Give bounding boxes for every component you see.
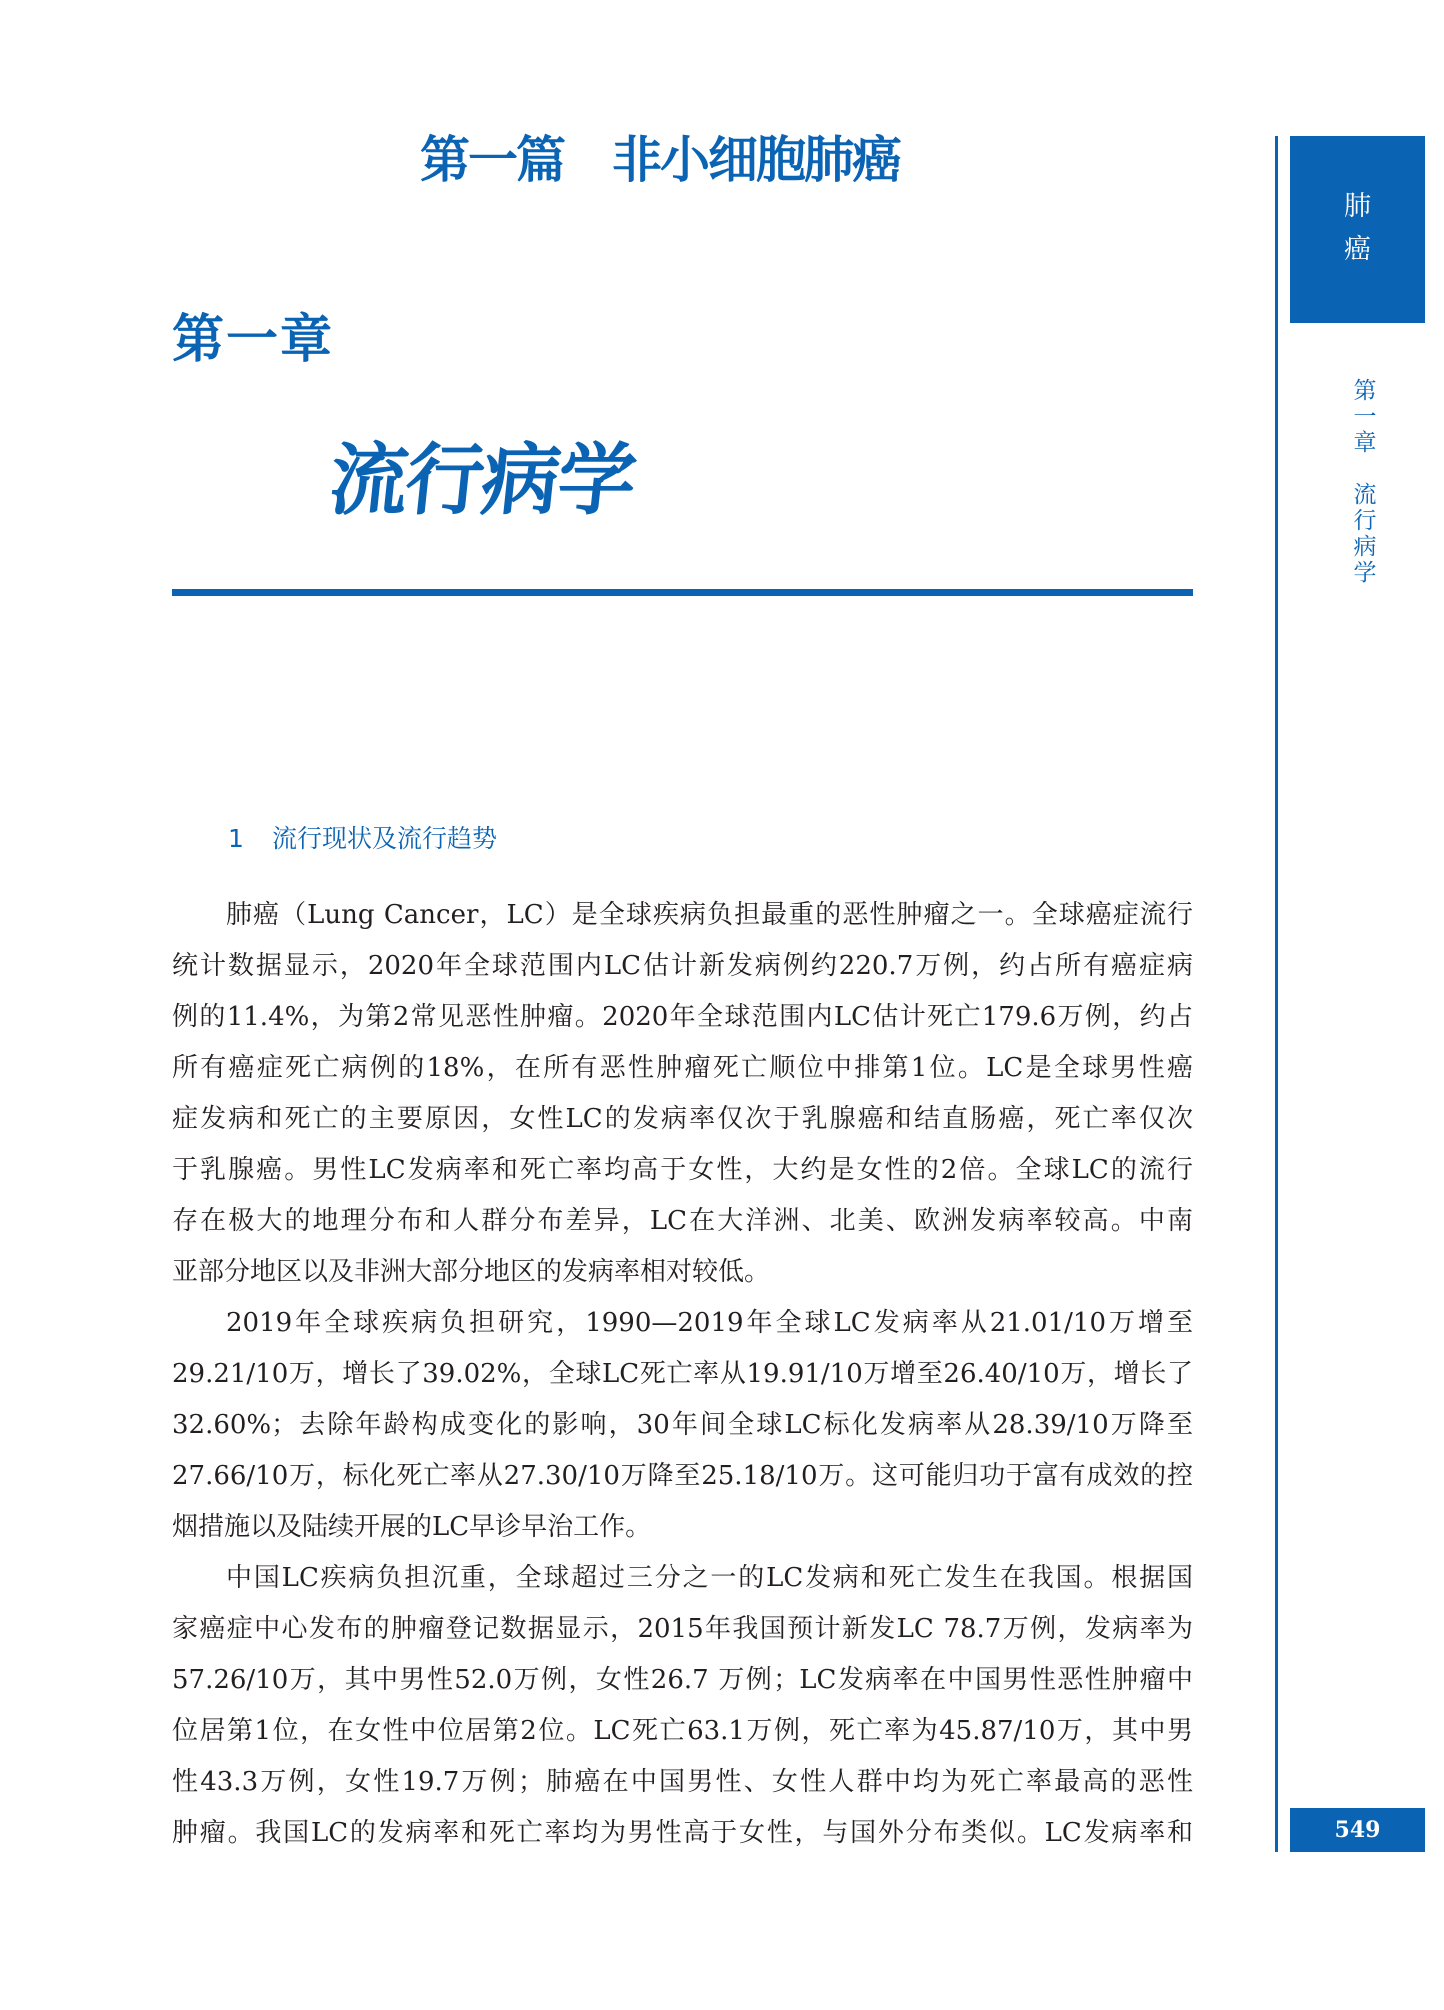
text-line: 位居第1位，在女性中位居第2位。LC死亡63.1万例，死亡率为45.87/10万，其中男 xyxy=(172,1716,1193,1746)
section-heading xyxy=(228,822,497,856)
text-line: 例的11.4%，为第2常见恶性肿瘤。2020年全球范围内LC估计死亡179.6万例，约占 xyxy=(172,1002,1193,1032)
book-tab-char: 肺 xyxy=(1344,191,1371,222)
text-line: 肿瘤。我国LC的发病率和死亡率均为男性高于女性，与国外分布类似。LC发病率和 xyxy=(172,1818,1193,1848)
text-line: 家癌症中心发布的肿瘤登记数据显示，2015年我国预计新发LC 78.7万例，发病率为 xyxy=(172,1614,1193,1644)
side-char: 章 xyxy=(1353,430,1377,456)
section-title: 流行现状及流行趋势 xyxy=(272,824,498,853)
body-text xyxy=(172,890,1193,1859)
side-char: 病 xyxy=(1353,534,1377,560)
text-line: 统计数据显示，2020年全球范围内LC估计新发病例约220.7万例，约占所有癌症病 xyxy=(172,951,1193,981)
side-char: 学 xyxy=(1353,560,1377,586)
text-line: 于乳腺癌。男性LC发病率和死亡率均高于女性，大约是女性的2倍。全球LC的流行 xyxy=(172,1155,1193,1185)
part-label: 第一篇 xyxy=(420,131,564,189)
text-line: 29.21/10万，增长了39.02%，全球LC死亡率从19.91/10万增至26.40/10万，增长了 xyxy=(172,1359,1193,1389)
text-line: 27.66/10万，标化死亡率从27.30/10万降至25.18/10万。这可能归功于富有成效的控 xyxy=(172,1461,1193,1491)
text-line: 32.60%；去除年龄构成变化的影响，30年间全球LC标化发病率从28.39/10万降至 xyxy=(172,1410,1193,1440)
section-number: 1 xyxy=(228,824,244,853)
side-char: 流 xyxy=(1353,482,1377,508)
text-line: 2019年全球疾病负担研究，1990—2019年全球LC发病率从21.01/10万增至 xyxy=(226,1308,1193,1338)
text-line: 存在极大的地理分布和人群分布差异，LC在大洋洲、北美、欧洲发病率较高。中南 xyxy=(172,1206,1193,1236)
chapter-title: 流行病学 xyxy=(325,436,639,526)
book-thumb-tab xyxy=(1290,136,1425,323)
text-line: 所有癌症死亡病例的18%，在所有恶性肿瘤死亡顺位中排第1位。LC是全球男性癌 xyxy=(172,1053,1193,1083)
chapter-number: 第一章 xyxy=(172,310,335,370)
text-line: 中国LC疾病负担沉重，全球超过三分之一的LC发病和死亡发生在我国。根据国 xyxy=(226,1563,1193,1593)
text-line: 亚部分地区以及非洲大部分地区的发病率相对较低。 xyxy=(172,1257,771,1287)
text-line: 烟措施以及陆续开展的LC早诊早治工作。 xyxy=(172,1512,652,1542)
text-line: 57.26/10万，其中男性52.0万例，女性26.7 万例；LC发病率在中国男性恶性肿瘤中 xyxy=(172,1665,1193,1695)
margin-rule xyxy=(1275,136,1278,1852)
title-divider xyxy=(172,589,1193,596)
side-char: 一 xyxy=(1353,404,1377,430)
text-line: 性43.3万例，女性19.7万例；肺癌在中国男性、女性人群中均为死亡率最高的恶性 xyxy=(172,1767,1193,1797)
page-number: 549 xyxy=(1290,1808,1425,1852)
text-line: 症发病和死亡的主要原因，女性LC的发病率仅次于乳腺癌和结直肠癌，死亡率仅次 xyxy=(172,1104,1193,1134)
chapter-side-label xyxy=(1350,378,1380,586)
side-char: 第 xyxy=(1353,378,1377,404)
side-char: 行 xyxy=(1353,508,1377,534)
book-tab-char: 癌 xyxy=(1344,234,1371,265)
part-title xyxy=(420,130,950,190)
text-line: 肺癌（Lung Cancer，LC）是全球疾病负担最重的恶性肿瘤之一。全球癌症流行 xyxy=(226,900,1193,930)
part-name: 非小细胞肺癌 xyxy=(612,131,900,189)
